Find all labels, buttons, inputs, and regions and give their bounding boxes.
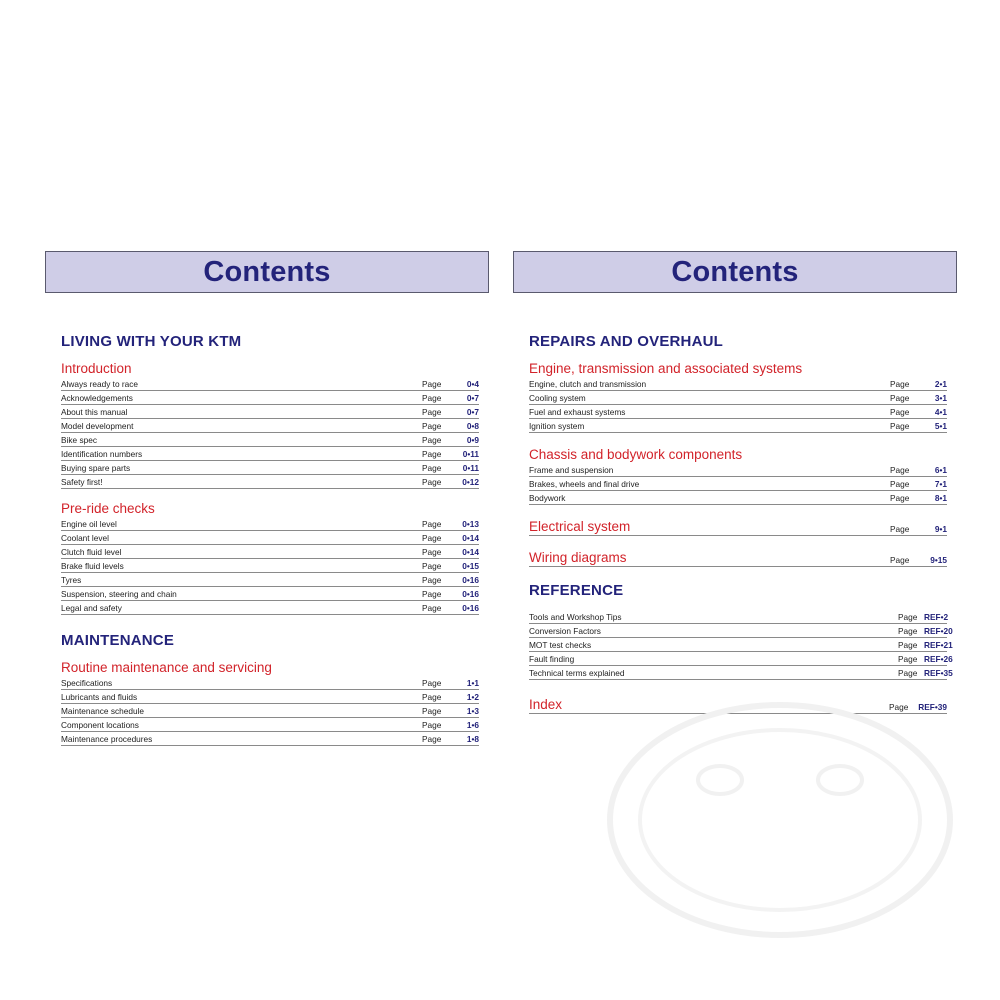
toc-row[interactable]: Legal and safety Page 0•16	[61, 603, 479, 613]
section-pre-ride-checks: Pre-ride checks	[61, 501, 155, 516]
watermark-icon	[600, 700, 960, 960]
engine-list	[529, 377, 947, 433]
right-contents-banner	[513, 251, 957, 293]
introduction-list	[61, 377, 479, 489]
toc-row[interactable]: Specifications Page 1•1	[61, 678, 479, 688]
right-column	[513, 251, 957, 714]
toc-row[interactable]: Buying spare parts Page 0•11	[61, 463, 479, 473]
toc-row-wiring-diagrams[interactable]: Wiring diagrams Page 9•15	[529, 547, 947, 567]
pre-ride-list	[61, 517, 479, 615]
toc-row[interactable]: Clutch fluid level Page 0•14	[61, 547, 479, 557]
toc-row[interactable]: Tools and Workshop Tips Page REF•2	[529, 612, 949, 622]
toc-row[interactable]: Frame and suspension Page 6•1	[529, 465, 947, 475]
toc-row[interactable]: Engine oil level Page 0•13	[61, 519, 479, 529]
part-maintenance: MAINTENANCE	[61, 632, 175, 649]
left-column	[45, 251, 489, 746]
toc-row[interactable]: Coolant level Page 0•14	[61, 533, 479, 543]
toc-row[interactable]: Maintenance procedures Page 1•8	[61, 734, 479, 744]
toc-row[interactable]: Brakes, wheels and final drive Page 7•1	[529, 479, 947, 489]
section-routine-maintenance: Routine maintenance and servicing	[61, 660, 272, 675]
section-electrical-system: Electrical system	[529, 519, 631, 534]
toc-row-index[interactable]: Index Page REF•39	[529, 694, 947, 714]
section-chassis-bodywork: Chassis and bodywork components	[529, 447, 743, 462]
toc-row[interactable]: Acknowledgements Page 0•7	[61, 393, 479, 403]
part-living-with-your-ktm: LIVING WITH YOUR KTM	[61, 333, 242, 350]
toc-row[interactable]: Always ready to race Page 0•4	[61, 379, 479, 389]
toc-row[interactable]: Component locations Page 1•6	[61, 720, 479, 730]
toc-row[interactable]: Suspension, steering and chain Page 0•16	[61, 589, 479, 599]
toc-row[interactable]: Fuel and exhaust systems Page 4•1	[529, 407, 947, 417]
part-repairs-and-overhaul: REPAIRS AND OVERHAUL	[529, 333, 724, 350]
toc-row[interactable]: Safety first! Page 0•12	[61, 477, 479, 487]
toc-row[interactable]: Brake fluid levels Page 0•15	[61, 561, 479, 571]
toc-row[interactable]: Technical terms explained Page REF•35	[529, 668, 953, 678]
toc-row[interactable]: Identification numbers Page 0•11	[61, 449, 479, 459]
toc-row[interactable]: Model development Page 0•8	[61, 421, 479, 431]
section-wiring-diagrams: Wiring diagrams	[529, 550, 627, 565]
toc-row[interactable]: Maintenance schedule Page 1•3	[61, 706, 479, 716]
right-contents-title: Contents	[671, 255, 799, 288]
routine-maintenance-list	[61, 676, 479, 746]
section-introduction: Introduction	[61, 361, 132, 376]
watermark-graphic	[600, 700, 960, 960]
toc-row[interactable]: Ignition system Page 5•1	[529, 421, 947, 431]
toc-row[interactable]: Cooling system Page 3•1	[529, 393, 947, 403]
toc-row[interactable]: Bodywork Page 8•1	[529, 493, 947, 503]
toc-row[interactable]: Engine, clutch and transmission Page 2•1	[529, 379, 947, 389]
toc-row[interactable]: Lubricants and fluids Page 1•2	[61, 692, 479, 702]
toc-row[interactable]: Conversion Factors Page REF•20	[529, 626, 953, 636]
chassis-list	[529, 463, 947, 505]
left-contents-banner	[45, 251, 489, 293]
toc-row-electrical-system[interactable]: Electrical system Page 9•1	[529, 516, 947, 536]
reference-list	[529, 610, 953, 680]
part-reference: REFERENCE	[529, 582, 624, 599]
toc-row[interactable]: MOT test checks Page REF•21	[529, 640, 953, 650]
toc-row[interactable]: Fault finding Page REF•26	[529, 654, 953, 664]
toc-row[interactable]: Tyres Page 0•16	[61, 575, 479, 585]
section-index: Index	[529, 697, 563, 712]
section-engine-transmission: Engine, transmission and associated systems	[529, 361, 803, 376]
toc-row[interactable]: Bike spec Page 0•9	[61, 435, 479, 445]
left-contents-title: Contents	[203, 255, 331, 288]
toc-row[interactable]: About this manual Page 0•7	[61, 407, 479, 417]
